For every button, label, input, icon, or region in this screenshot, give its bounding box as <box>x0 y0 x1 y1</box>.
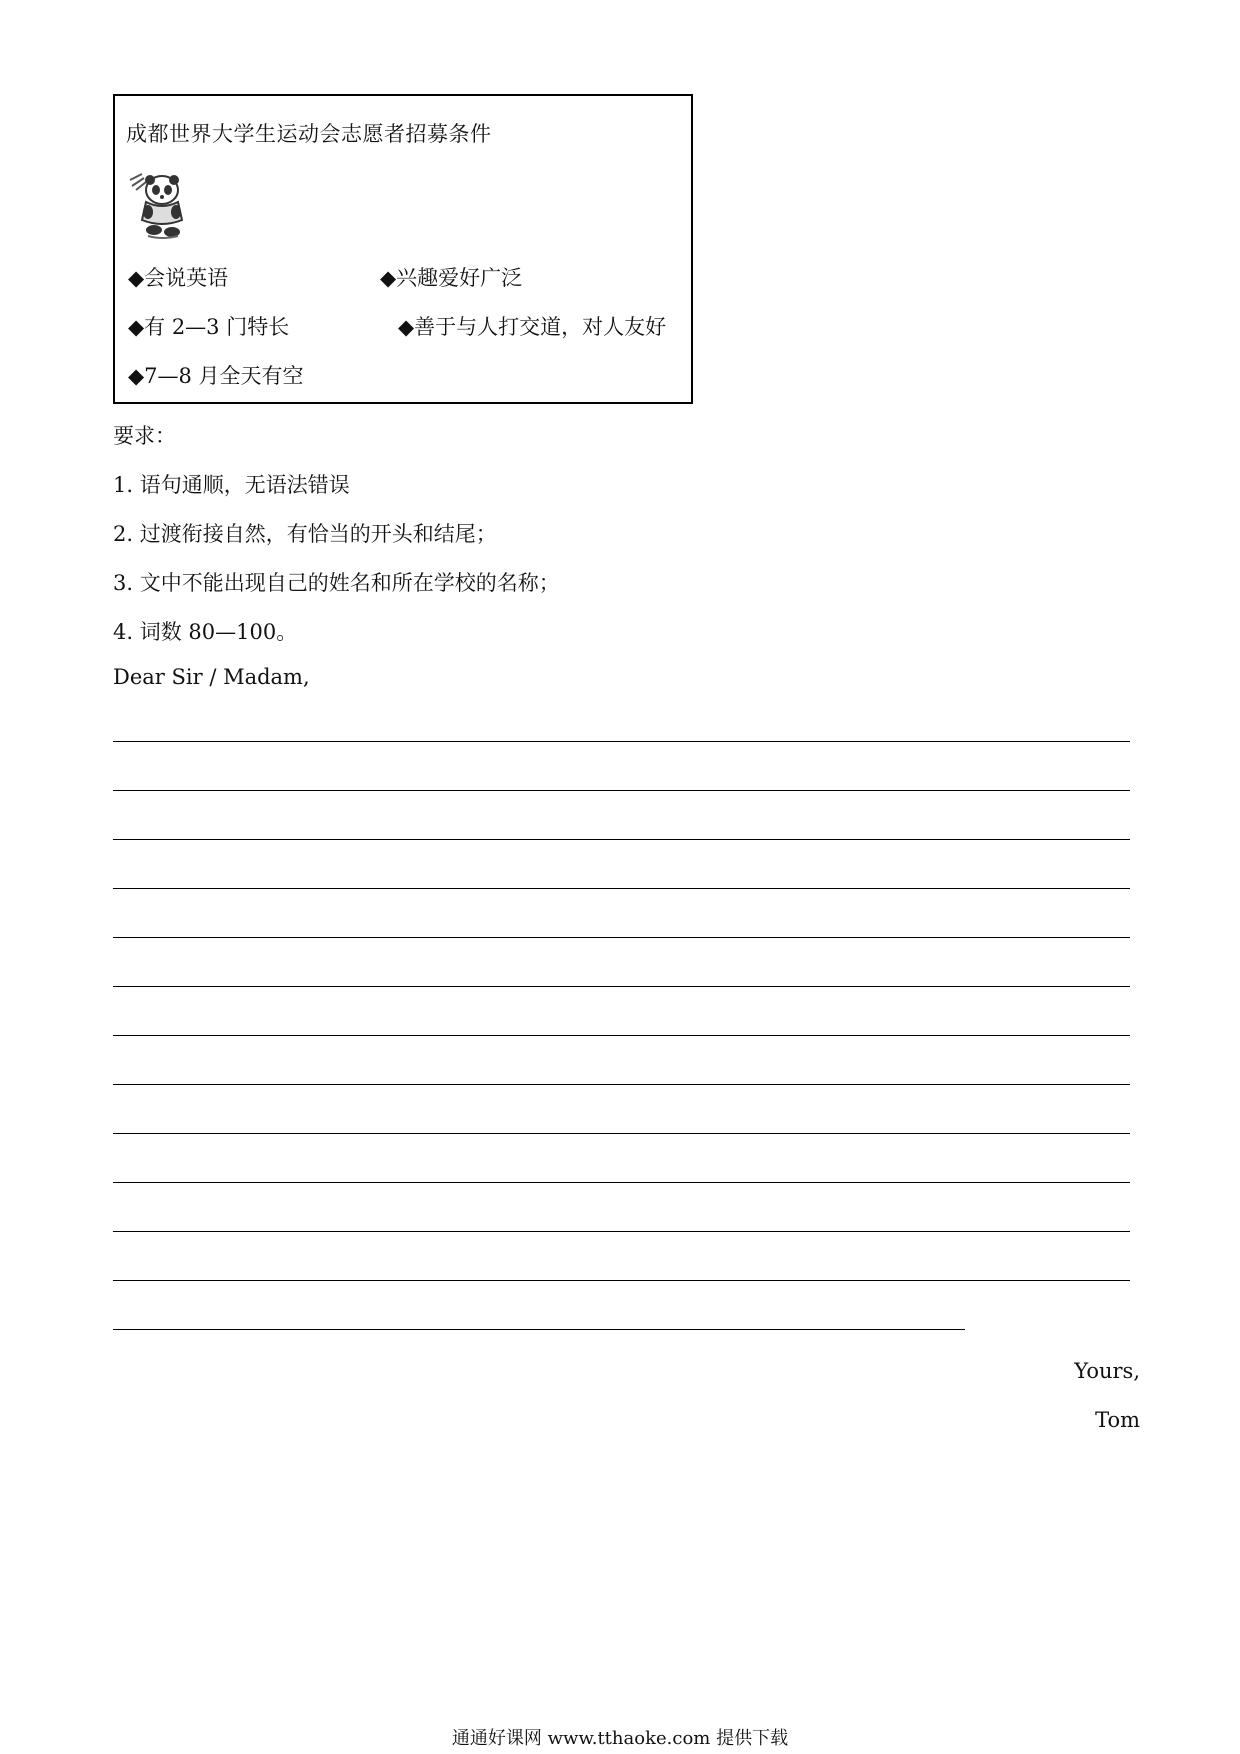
writing-line-last[interactable] <box>113 1329 965 1330</box>
page-footer: 通通好课网 www.tthaoke.com 提供下载 <box>451 1728 789 1749</box>
condition-broad-interests: ◆兴趣爱好广泛 <box>380 266 523 290</box>
condition-friendly: ◆善于与人打交道，对人友好 <box>398 315 667 339</box>
box-title: 成都世界大学生运动会志愿者招募条件 <box>126 122 492 146</box>
writing-line[interactable] <box>113 1182 1130 1183</box>
writing-line[interactable] <box>113 937 1130 938</box>
requirement-item: 4. 词数 80—100。 <box>113 620 298 644</box>
requirement-item: 1. 语句通顺，无语法错误 <box>113 473 350 497</box>
writing-line[interactable] <box>113 839 1130 840</box>
writing-line[interactable] <box>113 1035 1130 1036</box>
writing-line[interactable] <box>113 1231 1130 1232</box>
condition-special-skills: ◆有 2—3 门特长 <box>128 315 290 339</box>
writing-line[interactable] <box>113 790 1130 791</box>
writing-line[interactable] <box>113 1280 1130 1281</box>
letter-salutation: Dear Sir / Madam, <box>113 665 310 689</box>
writing-line[interactable] <box>113 888 1130 889</box>
writing-line[interactable] <box>113 986 1130 987</box>
condition-speak-english: ◆会说英语 <box>128 266 229 290</box>
requirements-heading: 要求： <box>113 424 176 448</box>
condition-availability: ◆7—8 月全天有空 <box>128 364 304 388</box>
requirement-item: 3. 文中不能出现自己的姓名和所在学校的名称； <box>113 571 560 595</box>
letter-signature: Tom <box>1095 1408 1140 1432</box>
panda-mascot-icon <box>128 170 192 240</box>
writing-line[interactable] <box>113 1084 1130 1085</box>
writing-line[interactable] <box>113 1133 1130 1134</box>
requirement-item: 2. 过渡衔接自然，有恰当的开头和结尾； <box>113 522 497 546</box>
writing-line[interactable] <box>113 741 1130 742</box>
letter-closing: Yours, <box>1074 1359 1140 1383</box>
